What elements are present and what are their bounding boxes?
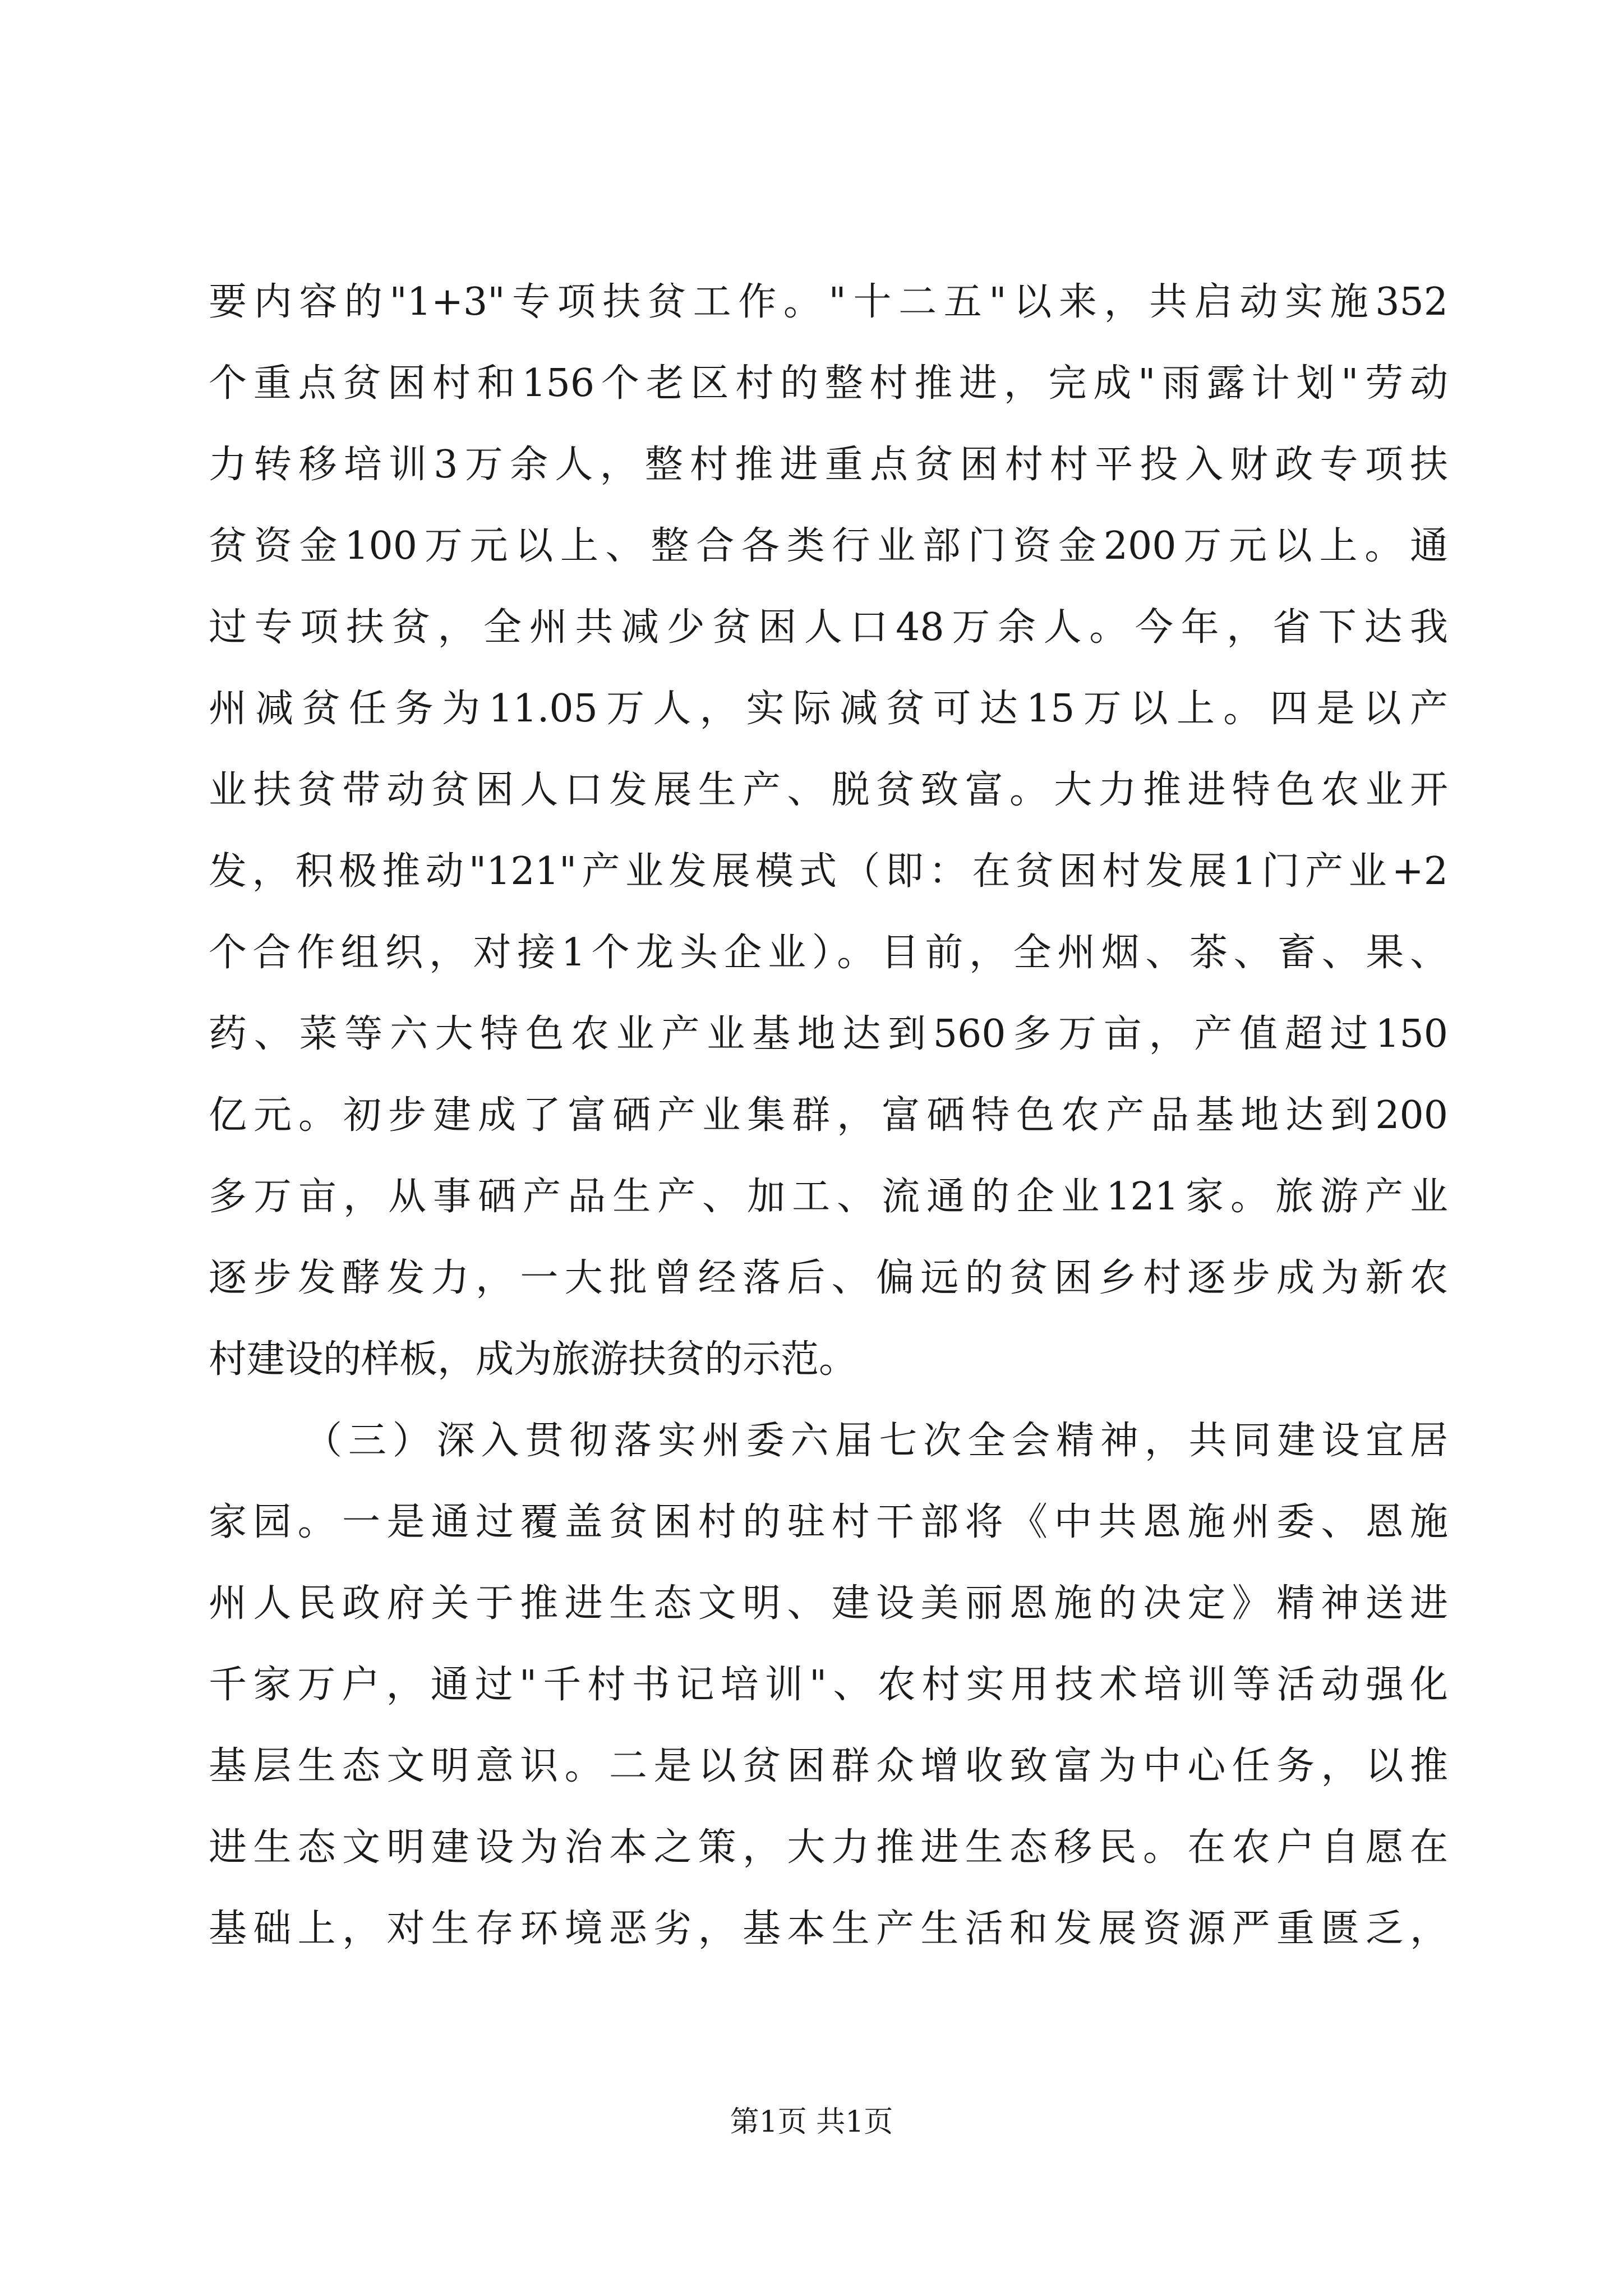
page-number: 第1页 共1页	[730, 2105, 893, 2139]
text-line: 个合作组织，对接1个龙头企业）。目前，全州烟、茶、畜、果、	[209, 931, 1448, 975]
text-line: 千家万户，通过"千村书记培训"、农村实用技术培训等活动强化	[209, 1663, 1448, 1707]
text-line: 力转移培训3万余人，整村推进重点贫困村村平投入财政专项扶	[209, 443, 1448, 487]
text-line: 发，积极推动"121"产业发展模式（即：在贫困村发展1门产业+2	[209, 849, 1448, 894]
text-line: 州减贫任务为11.05万人，实际减贫可达15万以上。四是以产	[209, 687, 1448, 731]
section-heading-line: （三）深入贯彻落实州委六届七次全会精神，共同建设宜居	[304, 1419, 1448, 1463]
text-line: 基础上，对生存环境恶劣，基本生产生活和发展资源严重匮乏，	[209, 1907, 1448, 1951]
page-footer	[0, 2102, 1623, 2142]
text-line: 家园。一是通过覆盖贫困村的驻村干部将《中共恩施州委、恩施	[209, 1500, 1448, 1544]
text-line: 业扶贫带动贫困人口发展生产、脱贫致富。大力推进特色农业开	[209, 768, 1448, 812]
text-line: 亿元。初步建成了富硒产业集群，富硒特色农产品基地达到200	[209, 1093, 1448, 1138]
text-line: 个重点贫困村和156个老区村的整村推进，完成"雨露计划"劳动	[209, 361, 1448, 406]
text-line: 过专项扶贫，全州共减少贫困人口48万余人。今年，省下达我	[209, 605, 1448, 650]
text-line: 逐步发酵发力，一大批曾经落后、偏远的贫困乡村逐步成为新农	[209, 1256, 1448, 1300]
text-line: 多万亩，从事硒产品生产、加工、流通的企业121家。旅游产业	[209, 1175, 1448, 1219]
text-line: 基层生态文明意识。二是以贫困群众增收致富为中心任务，以推	[209, 1744, 1448, 1788]
body-text	[209, 261, 1448, 1970]
paragraph-end-line: 村建设的样板，成为旅游扶贫的示范。	[209, 1337, 857, 1382]
text-line: 进生态文明建设为治本之策，大力推进生态移民。在农户自愿在	[209, 1825, 1448, 1870]
text-line: 贫资金100万元以上、整合各类行业部门资金200万元以上。通	[209, 524, 1448, 568]
text-line: 州人民政府关于推进生态文明、建设美丽恩施的决定》精神送进	[209, 1581, 1448, 1626]
text-line: 要内容的"1+3"专项扶贫工作。"十二五"以来，共启动实施352	[209, 280, 1448, 324]
text-line: 药、菜等六大特色农业产业基地达到560多万亩，产值超过150	[209, 1012, 1448, 1056]
